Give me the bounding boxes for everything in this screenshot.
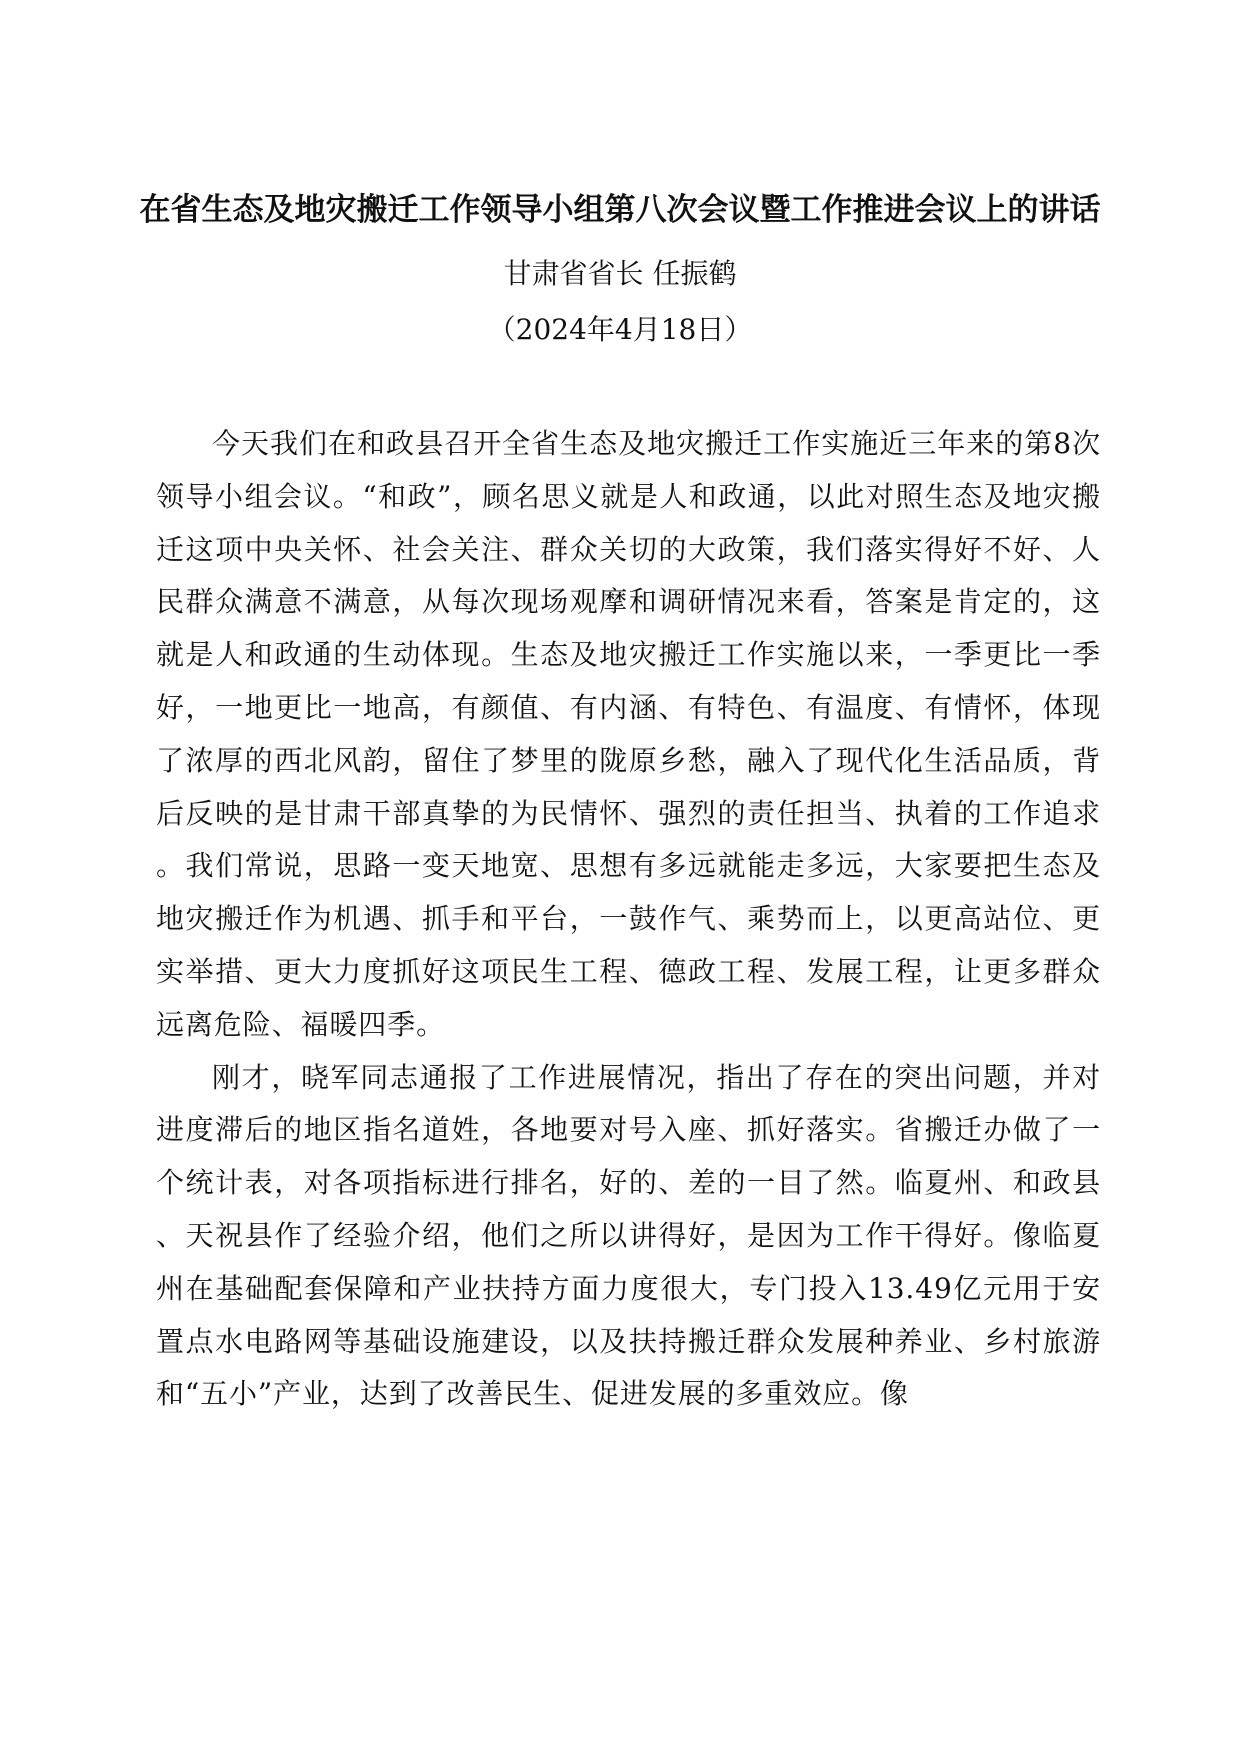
document-author: 甘肃省省长 任振鹤 — [503, 257, 737, 290]
paragraph: 今天我们在和政县召开全省生态及地灾搬迁工作实施近三年来的第8次领导小组会议。“和政”，顾名思义就是人和政通，以此对照生态及地灾搬迁这项中央关怀、社会关注、群众关切的大政策，我们落实得好不好、人民群众满意不满意，从每次现场观摩和调研情况来看，答案是肯定的，这就是人和政通的生动体现。生态及地灾搬迁工作实施以来，一季更比一季好，一地更比一地高，有颜值、有内涵、有特色、有温度、有情怀，体现了浓厚的西北风韵，留住了梦里的陇原乡愁，融入了现代化生活品质，背后反映的是甘肃干部真挚的为民情怀、强烈的责任担当、执着的工作追求。我们常说，思路一变天地宽、思想有多远就能走多远，大家要把生态及地灾搬迁作为机遇、抓手和平台，一鼓作气、乘势而上，以更高站位、更实举措、更大力度抓好这项民生工程、德政工程、发展工程，让更多群众远离危险、福暖四季。 — [156, 427, 1101, 1041]
document-body — [156, 418, 1101, 1421]
document-date: （2024年4月18日） — [487, 313, 753, 346]
paragraph: 刚才，晓军同志通报了工作进展情况，指出了存在的突出问题，并对进度滞后的地区指名道姓，各地要对号入座、抓好落实。省搬迁办做了一个统计表，对各项指标进行排名，好的、差的一目了然。临夏州、和政县、天祝县作了经验介绍，他们之所以讲得好，是因为工作干得好。像临夏州在基础配套保障和产业扶持方面力度很大，专门投入13.49亿元用于安置点水电路网等基础设施建设，以及扶持搬迁群众发展种养业、乡村旅游和“五小”产业，达到了改善民生、促进发展的多重效应。像 — [156, 1060, 1101, 1411]
document-title: 在省生态及地灾搬迁工作领导小组第八次会议暨工作推进会议上的讲话 — [139, 192, 1101, 228]
